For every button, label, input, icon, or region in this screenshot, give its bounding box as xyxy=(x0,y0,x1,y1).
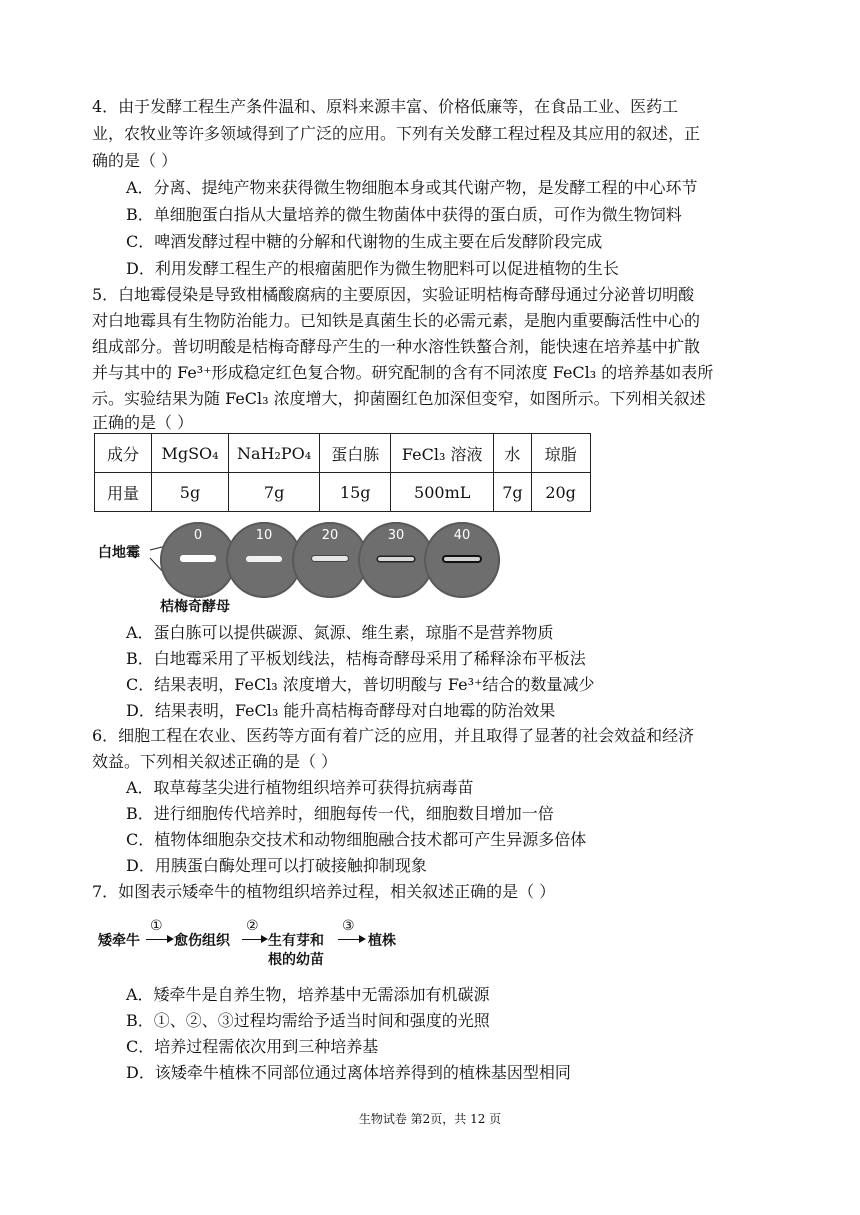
q7-option-d: D．该矮牵牛植株不同部位通过离体培养得到的植株基因型相同 xyxy=(126,1063,571,1082)
dish-concentration-label: 30 xyxy=(387,528,405,543)
q4-stem-line2: 业，农牧业等许多领域得到了广泛的应用。下列有关发酵工程过程及其应用的叙述，正 xyxy=(92,124,701,143)
table-cell: 15g xyxy=(320,473,391,512)
flow-seedling-line1: 生有芽和 xyxy=(268,933,324,949)
q6-option-b: B．进行细胞传代培养时，细胞每传一代，细胞数目增加一倍 xyxy=(126,804,554,823)
flow-arrow-icon xyxy=(242,939,266,940)
q4-stem-line3: 确的是（ ） xyxy=(92,151,178,170)
inhibition-streak xyxy=(312,556,348,561)
table-cell: FeCl₃ 溶液 xyxy=(391,434,494,473)
page-footer: 生物试卷 第2页，共 12 页 xyxy=(358,1112,502,1126)
q4-option-a: A．分离、提纯产物来获得微生物细胞本身或其代谢产物，是发酵工程的中心环节 xyxy=(126,178,698,197)
q5-stem-line3: 组成部分。普切明酸是桔梅奇酵母产生的一种水溶性铁螯合剂，能快速在培养基中扩散 xyxy=(92,337,701,356)
figure-label-baidimei: 白地霉 xyxy=(98,545,140,561)
inhibition-streak xyxy=(378,557,414,561)
q5-option-b: B．白地霉采用了平板划线法，桔梅奇酵母采用了稀释涂布平板法 xyxy=(126,649,586,668)
tissue-culture-flow-diagram xyxy=(98,918,418,970)
flow-arrow-icon xyxy=(146,939,172,940)
inhibition-streak xyxy=(444,557,480,561)
q4-option-d: D．利用发酵工程生产的根瘤菌肥作为微生物肥料可以促进植物的生长 xyxy=(126,259,619,278)
q5-option-d: D．结果表明，FeCl₃ 能升高桔梅奇酵母对白地霉的防治效果 xyxy=(126,701,556,720)
q5-stem-line6: 正确的是（ ） xyxy=(92,413,194,432)
q5-stem-line1: 5．白地霉侵染是导致柑橘酸腐病的主要原因，实验证明桔梅奇酵母通过分泌普切明酸 xyxy=(92,285,695,304)
dish-concentration-label: 10 xyxy=(255,528,273,543)
q5-stem-line2: 对白地霉具有生物防治能力。已知铁是真菌生长的必需元素，是胞内重要酶活性中心的 xyxy=(92,311,701,330)
table-cell: 蛋白胨 xyxy=(320,434,391,473)
flow-seedling-line2: 根的幼苗 xyxy=(268,952,324,968)
medium-composition-table xyxy=(94,433,591,512)
table-cell: 7g xyxy=(229,473,320,512)
inhibition-streak xyxy=(246,556,282,562)
flow-callus: 愈伤组织 xyxy=(174,933,230,949)
q6-stem-line1: 6．细胞工程在农业、医药等方面有着广泛的应用，并且取得了显著的社会效益和经济 xyxy=(92,726,695,745)
table-cell: NaH₂PO₄ xyxy=(229,434,320,473)
q5-stem-line5: 示。实验结果为随 FeCl₃ 浓度增大，抑菌圈红色加深但变窄，如图所示。下列相关叙述 xyxy=(92,389,706,408)
petri-dish xyxy=(424,522,500,598)
dish-concentration-label: 40 xyxy=(453,528,471,543)
table-cell: MgSO₄ xyxy=(152,434,229,473)
table-cell: 20g xyxy=(531,473,590,512)
flow-start: 矮牵牛 xyxy=(98,933,140,949)
q6-option-d: D．用胰蛋白酶处理可以打破接触抑制现象 xyxy=(126,856,427,875)
flow-end: 植株 xyxy=(368,933,396,949)
dish-concentration-label: 0 xyxy=(193,528,203,543)
petri-dish xyxy=(226,522,302,598)
q7-option-a: A．矮牵牛是自养生物，培养基中无需添加有机碳源 xyxy=(126,985,490,1004)
inhibition-zone-figure xyxy=(92,518,512,618)
flow-step1-label: ① xyxy=(150,918,163,934)
table-header-row xyxy=(95,434,591,473)
q4-option-b: B．单细胞蛋白指从大量培养的微生物菌体中获得的蛋白质，可作为微生物饲料 xyxy=(126,205,682,224)
flow-arrow-icon xyxy=(338,939,364,940)
table-cell: 成分 xyxy=(95,434,152,473)
dish-concentration-label: 20 xyxy=(321,528,339,543)
figure-label-yeast: 桔梅奇酵母 xyxy=(160,599,230,615)
table-cell: 水 xyxy=(494,434,531,473)
q6-option-c: C．植物体细胞杂交技术和动物细胞融合技术都可产生异源多倍体 xyxy=(126,830,587,849)
table-cell: 500mL xyxy=(391,473,494,512)
q7-option-c: C．培养过程需依次用到三种培养基 xyxy=(126,1037,379,1056)
q7-option-b: B．①、②、③过程均需给予适当时间和强度的光照 xyxy=(126,1011,490,1030)
q4-stem-line1: 4．由于发酵工程生产条件温和、原料来源丰富、价格低廉等，在食品工业、医药工 xyxy=(92,97,679,116)
table-cell: 琼脂 xyxy=(531,434,590,473)
table-cell: 7g xyxy=(494,473,531,512)
flow-step3-label: ③ xyxy=(342,918,355,934)
petri-dish xyxy=(160,522,236,598)
table-cell: 用量 xyxy=(95,473,152,512)
q7-stem-line1: 7．如图表示矮牵牛的植物组织培养过程，相关叙述正确的是（ ） xyxy=(92,882,556,901)
flow-step2-label: ② xyxy=(246,918,259,934)
q5-stem-line4: 并与其中的 Fe³⁺形成稳定红色复合物。研究配制的含有不同浓度 FeCl₃ 的培养基如表所 xyxy=(92,363,714,382)
petri-dish xyxy=(292,522,368,598)
q5-option-c: C．结果表明，FeCl₃ 浓度增大，普切明酸与 Fe³⁺结合的数量减少 xyxy=(126,675,595,694)
inhibition-streak xyxy=(180,555,216,562)
q6-option-a: A．取草莓茎尖进行植物组织培养可获得抗病毒苗 xyxy=(126,778,474,797)
q6-stem-line2: 效益。下列相关叙述正确的是（ ） xyxy=(92,752,338,771)
table-cell: 5g xyxy=(152,473,229,512)
q5-option-a: A．蛋白胨可以提供碳源、氮源、维生素，琼脂不是营养物质 xyxy=(126,623,554,642)
table-row xyxy=(95,473,591,512)
petri-dish xyxy=(358,522,434,598)
q4-option-c: C．啤酒发酵过程中糖的分解和代谢物的生成主要在后发酵阶段完成 xyxy=(126,232,603,251)
